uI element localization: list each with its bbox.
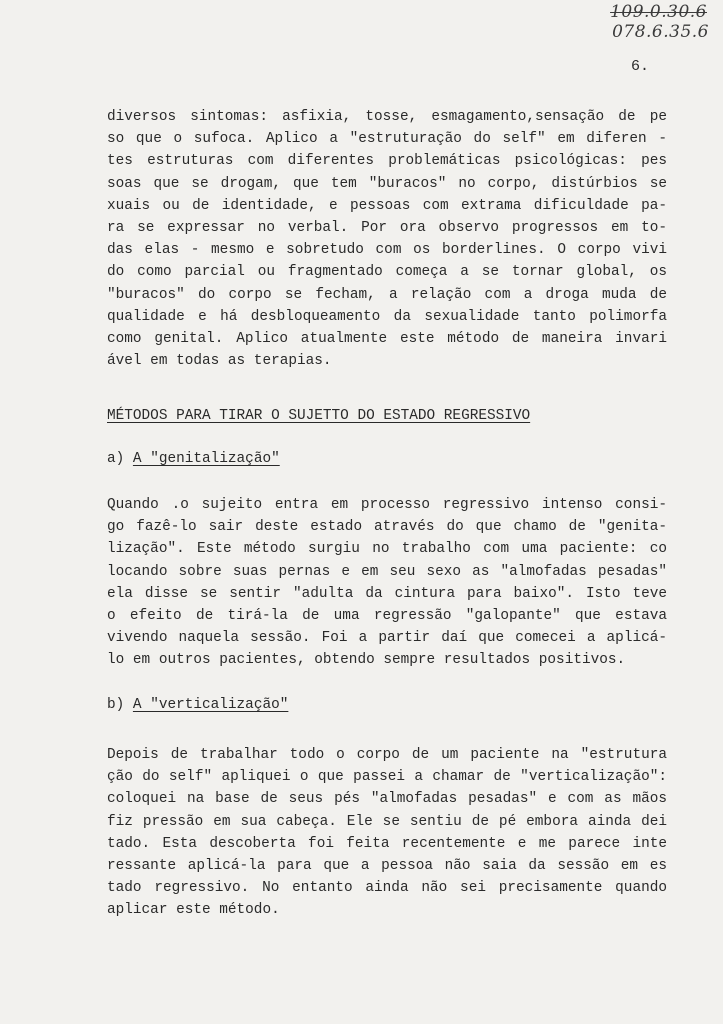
paragraph-3: [107, 744, 667, 922]
text-line: ela disse se sentir "adulta da cintura para baixo". Isto teve: [107, 585, 667, 602]
page-number: 6.: [631, 58, 650, 75]
subsection-b-prefix: b): [107, 697, 125, 713]
text-line: ra se expressar no verbal. Por ora observo progressos em to-: [107, 219, 667, 236]
text-line: Depois de trabalhar todo o corpo de um paciente na "estrutura: [107, 747, 667, 763]
text-line: ável em todas as terapias.: [107, 353, 332, 370]
text-line: tes estruturas com diferentes problemáticas psicológicas: pes: [107, 153, 667, 170]
subsection-a-title: A "genitalização": [132, 451, 280, 467]
text-line: "buracos" do corpo se fecham, a relação com a droga muda de: [107, 286, 667, 303]
section-heading-text: MÉTODOS PARA TIRAR O SUJETTO DO ESTADO REGRESSIVO: [107, 408, 531, 424]
text-line: vivendo naquela sessão. Foi a partir daí que comecei a aplicá-: [107, 630, 667, 647]
text-line: ressante aplicá-la para que a pessoa não saia da sessão em es: [107, 857, 667, 874]
subsection-b-heading: [107, 694, 288, 716]
handwritten-annotation-2: 078.6.35.6: [612, 22, 709, 42]
text-line: qualidade e há desbloqueamento da sexualidade tanto polimorfa: [107, 308, 667, 325]
subsection-a-prefix: a): [107, 451, 125, 467]
subsection-a-heading: [107, 448, 280, 470]
text-line: so que o sufoca. Aplico a "estruturação do self" em diferen -: [107, 131, 667, 148]
text-line: coloquei na base de seus pés "almofadas pesadas" e com as mãos: [107, 791, 667, 808]
text-line: lização". Este método surgiu no trabalho com uma paciente: co: [107, 541, 667, 558]
paragraph-2: [107, 494, 667, 672]
subsection-b-title: A "verticalização": [132, 697, 289, 713]
text-line: do como parcial ou fragmentado começa a se tornar global, os: [107, 264, 667, 281]
text-line: aplicar este método.: [107, 902, 280, 919]
paragraph-1: [107, 106, 667, 372]
text-line: ção do self" apliquei o que passei a chamar de "verticalização":: [107, 769, 667, 786]
text-line: das elas - mesmo e sobretudo com os borderlines. O corpo vivi: [107, 242, 667, 259]
text-line: o efeito de tirá-la de uma regressão "galopante" que estava: [107, 607, 667, 624]
text-line: tado. Esta descoberta foi feita recentemente e me parece inte: [107, 835, 667, 852]
text-line: lo em outros pacientes, obtendo sempre resultados positivos.: [107, 652, 626, 669]
section-heading: [107, 405, 530, 427]
text-line: soas que se drogam, que tem "buracos" no corpo, distúrbios se: [107, 175, 667, 192]
text-line: como genital. Aplico atualmente este método de maneira invari: [107, 330, 667, 347]
text-line: diversos sintomas: asfixia, tosse, esmagamento,sensação de pe: [107, 109, 667, 125]
text-line: go fazê-lo sair deste estado através do que chamo de "genita-: [107, 519, 667, 536]
handwritten-annotation-1: 109.0.30.6: [610, 2, 707, 22]
text-line: locando sobre suas pernas e em seu sexo as "almofadas pesadas": [107, 563, 667, 580]
text-line: tado regressivo. No entanto ainda não sei precisamente quando: [107, 880, 667, 897]
text-line: fiz pressão em sua cabeça. Ele se sentiu de pé embora ainda dei: [107, 813, 667, 830]
text-line: xuais ou de identidade, e pessoas com extrama dificuldade pa-: [107, 197, 667, 214]
text-line: Quando .o sujeito entra em processo regressivo intenso consi-: [107, 497, 667, 513]
